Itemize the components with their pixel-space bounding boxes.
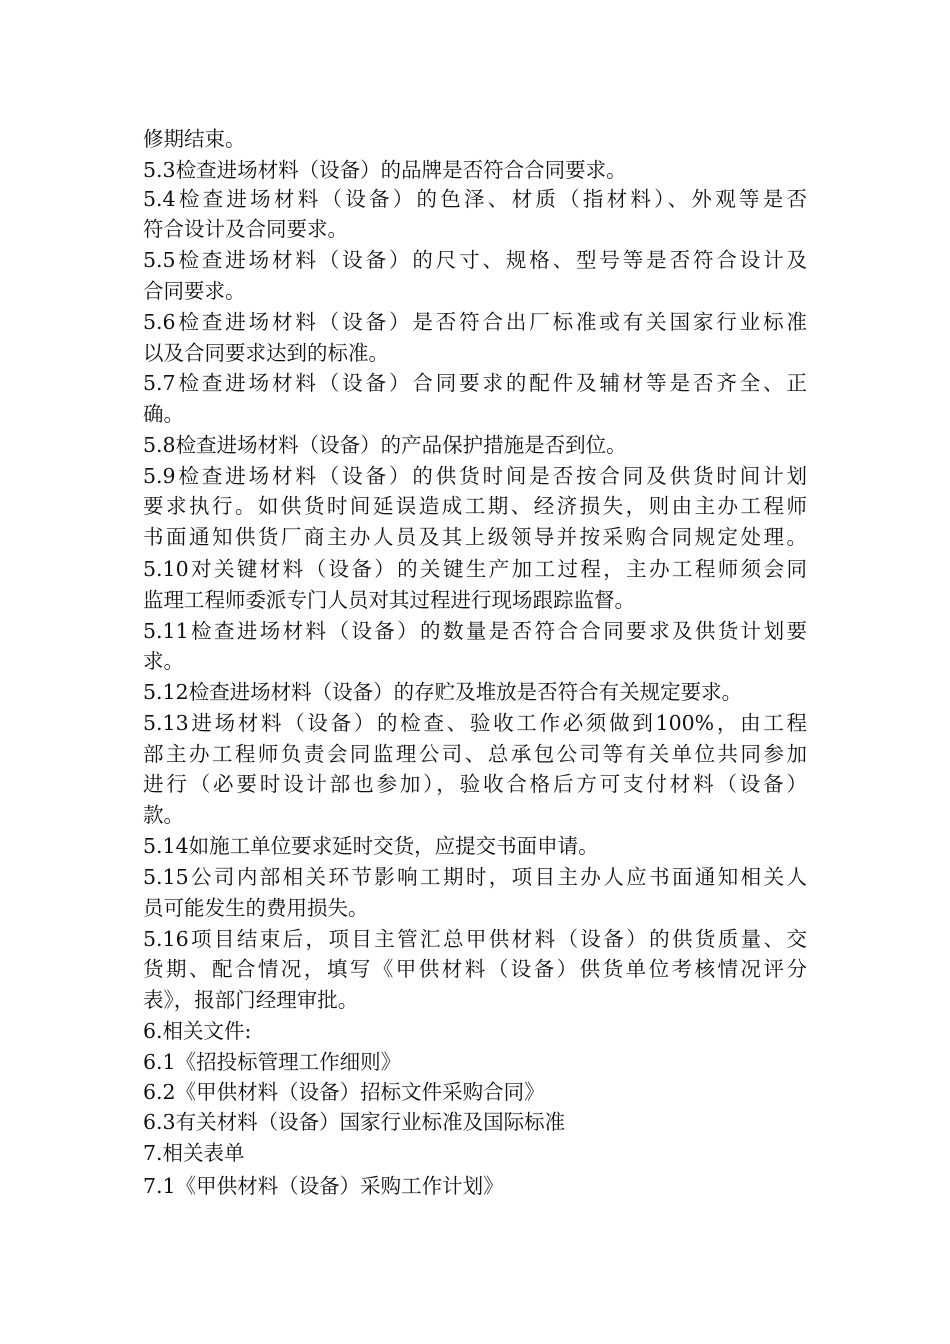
text-line: 5.15公司内部相关环节影响工期时，项目主办人应书面通知相关人 [143,865,807,889]
section-heading: 6.相关文件: [143,1019,252,1043]
text-line: 5.6检查进场材料（设备）是否符合出厂标准或有关国家行业标准 [143,310,807,334]
text-line: 表》，报部门经理审批。 [143,988,359,1012]
text-line: 货期、配合情况，填写《甲供材料（设备）供货单位考核情况评分 [143,957,807,981]
text-line: 以及合同要求达到的标准。 [143,341,389,365]
text-line: 监理工程师委派专门人员对其过程进行现场跟踪监督。 [143,588,635,612]
text-line: 求。 [143,649,184,673]
text-line: 5.11检查进场材料（设备）的数量是否符合合同要求及供货计划要 [143,619,807,643]
text-line: 合同要求。 [143,279,246,303]
text-line: 6.1《招投标管理工作细则》 [143,1050,402,1074]
text-line: 6.2《甲供材料（设备）招标文件采购合同》 [143,1080,545,1104]
text-line: 5.3检查进场材料（设备）的品牌是否符合合同要求。 [143,158,627,182]
text-line: 5.4检查进场材料（设备）的色泽、材质（指材料）、外观等是否 [143,187,807,211]
text-line: 员可能发生的费用损失。 [143,896,369,920]
text-line: 要求执行。如供货时间延误造成工期、经济损失，则由主办工程师 [143,494,807,518]
text-line: 5.9检查进场材料（设备）的供货时间是否按合同及供货时间计划 [143,464,807,488]
text-line: 5.5检查进场材料（设备）的尺寸、规格、型号等是否符合设计及 [143,248,807,272]
text-line: 5.10对关键材料（设备）的关键生产加工过程，主办工程师须会同 [143,557,807,581]
text-line: 符合设计及合同要求。 [143,217,348,241]
text-line: 5.16项目结束后，项目主管汇总甲供材料（设备）的供货质量、交 [143,927,807,951]
text-line: 5.8检查进场材料（设备）的产品保护措施是否到位。 [143,433,627,457]
text-line: 5.13进场材料（设备）的检查、验收工作必须做到100%，由工程 [143,711,807,735]
text-line: 修期结束。 [143,127,246,151]
text-line: 确。 [143,402,184,426]
section-heading: 7.相关表单 [143,1141,245,1165]
text-line: 部主办工程师负责会同监理公司、总承包公司等有关单位共同参加 [143,742,807,766]
text-line: 书面通知供货厂商主办人员及其上级领导并按采购合同规定处理。 [143,525,807,549]
text-line: 5.7检查进场材料（设备）合同要求的配件及辅材等是否齐全、正 [143,371,807,395]
text-line: 5.14如施工单位要求延时交货，应提交书面申请。 [143,834,599,858]
text-line: 5.12检查进场材料（设备）的存贮及堆放是否符合有关规定要求。 [143,680,743,704]
text-line: 款。 [143,803,184,827]
text-line: 进行（必要时设计部也参加），验收合格后方可支付材料（设备） [143,772,807,796]
text-line: 7.1《甲供材料（设备）采购工作计划》 [143,1174,504,1198]
text-line: 6.3有关材料（设备）国家行业标准及国际标准 [143,1110,566,1134]
